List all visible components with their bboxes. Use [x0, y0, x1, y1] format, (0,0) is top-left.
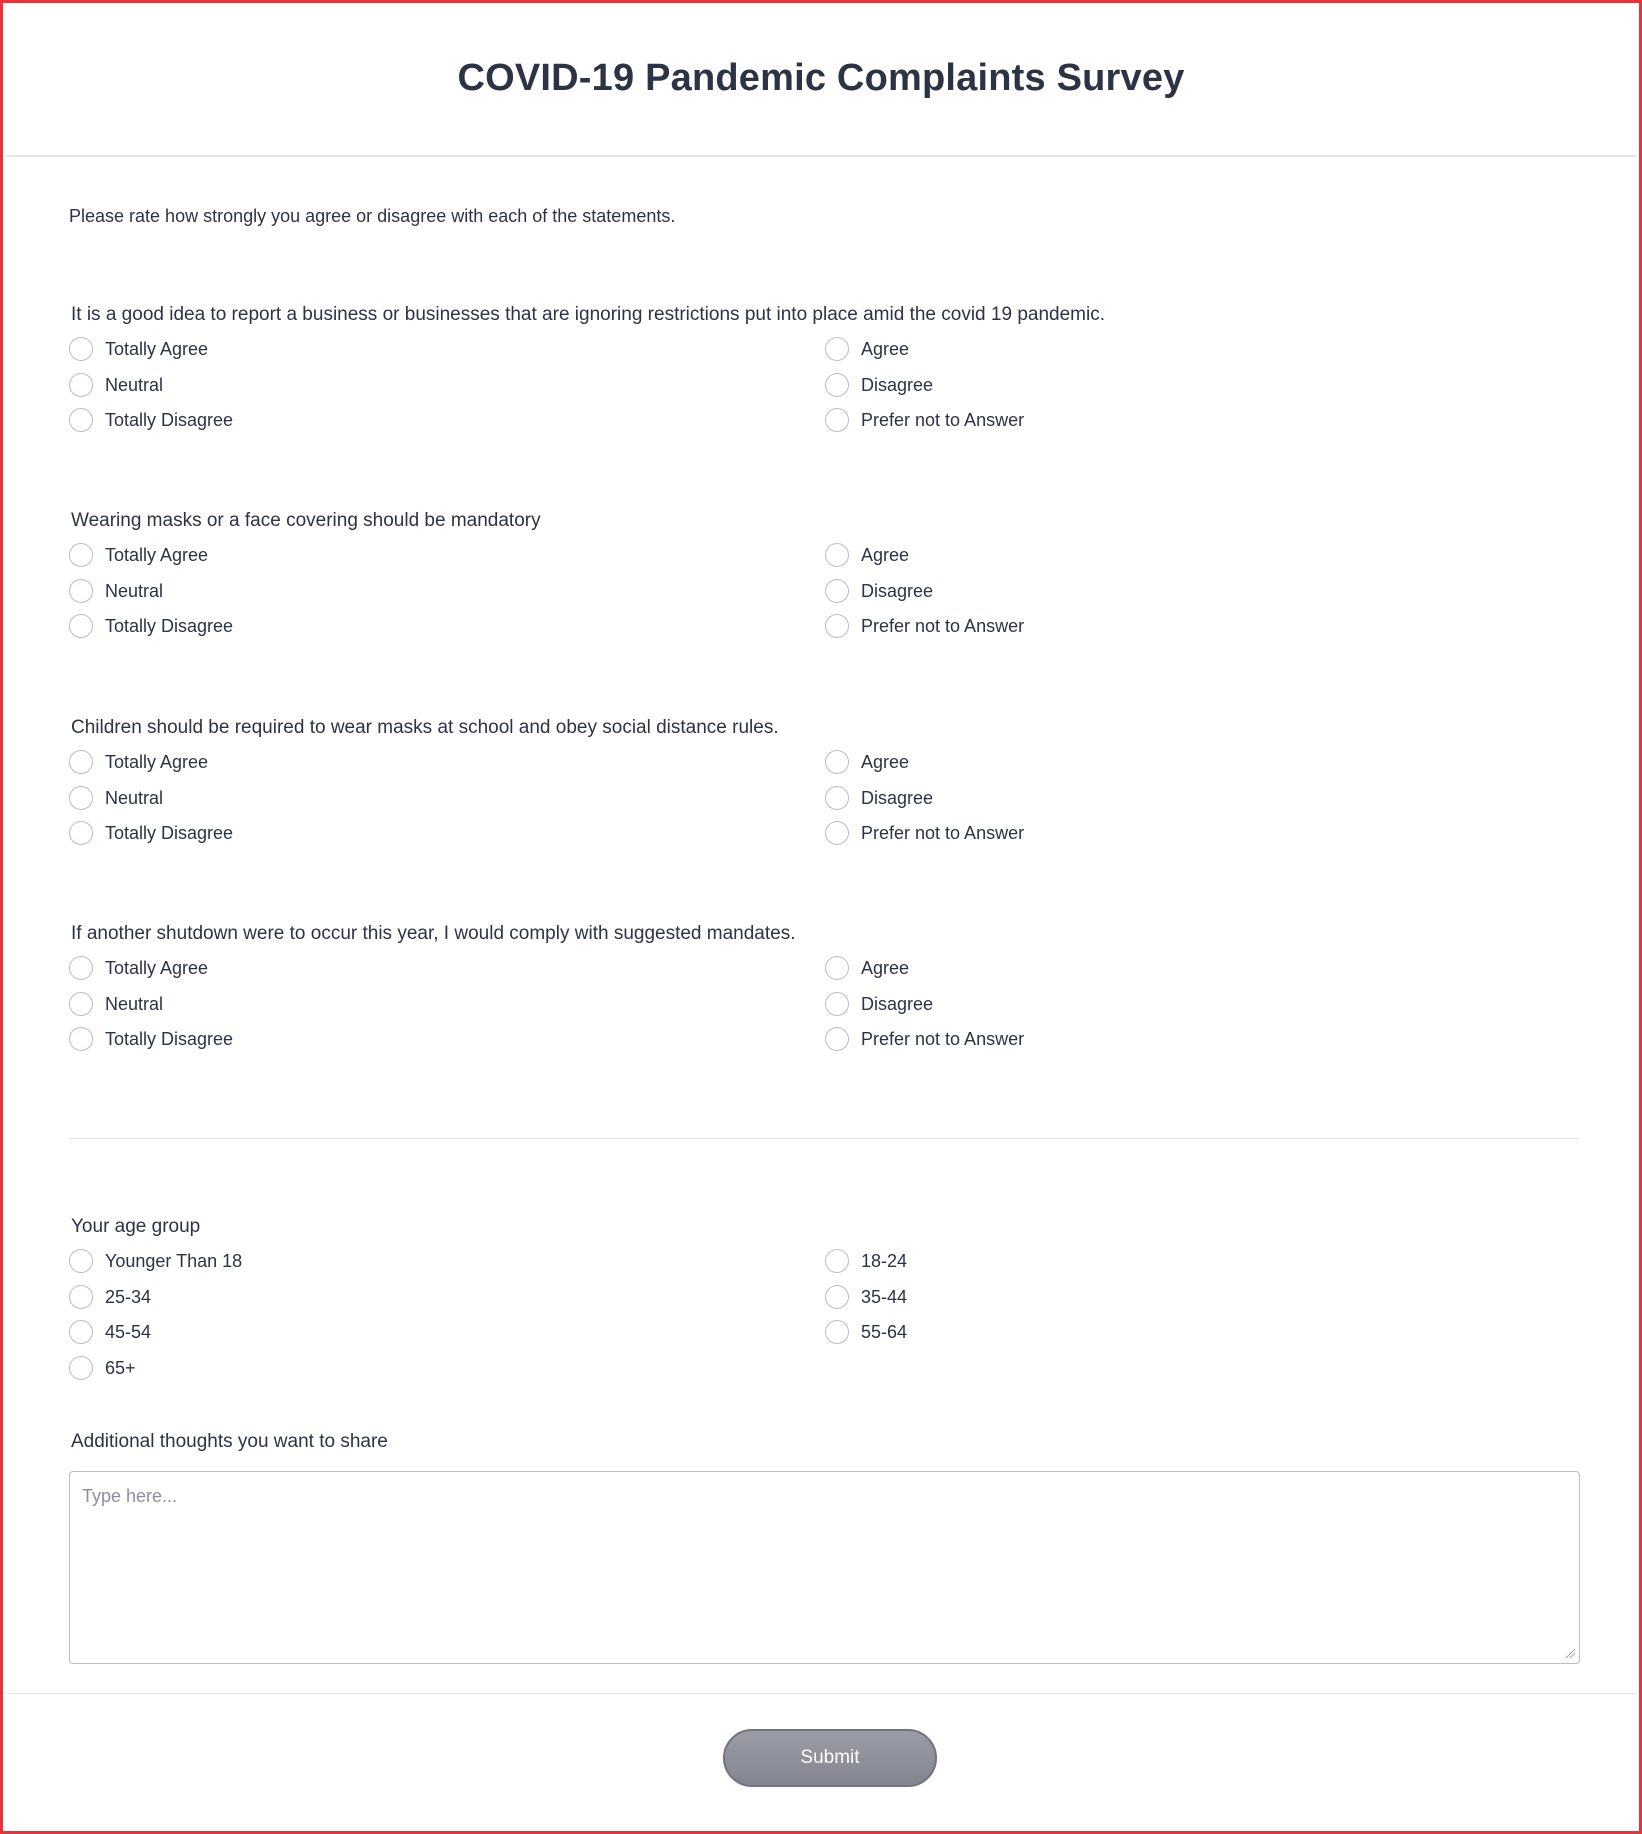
radio-button[interactable]	[69, 373, 93, 397]
radio-button[interactable]	[69, 750, 93, 774]
radio-option[interactable]	[69, 785, 163, 811]
radio-option[interactable]	[825, 991, 933, 1017]
radio-option-label: Totally Disagree	[105, 409, 234, 430]
radio-option-label: Neutral	[105, 993, 164, 1014]
rating-question-1	[69, 303, 1579, 432]
radio-option[interactable]	[825, 820, 1024, 846]
radio-option-label: Disagree	[861, 374, 934, 395]
radio-button[interactable]	[69, 821, 93, 845]
radio-button[interactable]	[69, 579, 93, 603]
radio-option-label: Totally Agree	[105, 751, 209, 772]
radio-option[interactable]	[825, 407, 1024, 433]
radio-option-label: 18-24	[861, 1250, 908, 1271]
radio-option-label: 45-54	[105, 1321, 152, 1342]
radio-option[interactable]	[69, 820, 233, 846]
radio-option-label: Agree	[861, 751, 910, 772]
radio-option[interactable]	[825, 542, 909, 568]
radio-button[interactable]	[69, 1027, 93, 1051]
radio-option[interactable]	[825, 1248, 907, 1274]
radio-button[interactable]	[69, 956, 93, 980]
radio-option[interactable]	[825, 372, 933, 398]
radio-option[interactable]	[825, 749, 909, 775]
radio-option[interactable]	[69, 542, 208, 568]
radio-option-label: Prefer not to Answer	[861, 1028, 1025, 1049]
footer-divider	[6, 1693, 1636, 1694]
radio-option[interactable]	[69, 372, 163, 398]
radio-option-label: Totally Agree	[105, 338, 209, 359]
section-divider	[69, 1138, 1579, 1139]
intro-text: Please rate how strongly you agree or disagree with each of the statements.	[69, 206, 676, 226]
radio-button[interactable]	[69, 337, 93, 361]
radio-option[interactable]	[69, 613, 233, 639]
radio-button[interactable]	[825, 1249, 849, 1273]
rating-question-3	[69, 716, 1579, 845]
radio-option-label: Agree	[861, 544, 910, 565]
radio-button[interactable]	[69, 1285, 93, 1309]
question-label: Children should be required to wear masks at school and obey social distance rules.	[71, 717, 779, 738]
radio-button[interactable]	[825, 992, 849, 1016]
radio-option-label: Agree	[861, 338, 910, 359]
question-label: Wearing masks or a face covering should be mandatory	[71, 510, 541, 531]
radio-button[interactable]	[825, 956, 849, 980]
resize-grip-icon[interactable]	[1565, 1648, 1576, 1659]
radio-option-label: Totally Disagree	[105, 822, 234, 843]
radio-button[interactable]	[69, 786, 93, 810]
radio-option[interactable]	[69, 749, 208, 775]
radio-button[interactable]	[825, 1027, 849, 1051]
rating-options	[69, 955, 1579, 1051]
radio-button[interactable]	[69, 1356, 93, 1380]
radio-button[interactable]	[69, 543, 93, 567]
radio-option-label: Totally Disagree	[105, 1028, 234, 1049]
radio-option[interactable]	[825, 613, 1024, 639]
radio-option-label: Younger Than 18	[105, 1250, 243, 1271]
radio-option-label: Totally Agree	[105, 544, 209, 565]
rating-options	[69, 542, 1579, 638]
rating-options	[69, 749, 1579, 845]
radio-option-label: Neutral	[105, 787, 164, 808]
page-title: COVID-19 Pandemic Complaints Survey	[457, 57, 1185, 99]
submit-button[interactable]: Submit	[723, 1729, 937, 1787]
radio-button[interactable]	[825, 786, 849, 810]
radio-option-label: 65+	[105, 1357, 136, 1378]
radio-option-label: Totally Agree	[105, 957, 209, 978]
radio-option-label: Neutral	[105, 580, 164, 601]
rating-question-4	[69, 922, 1579, 1051]
radio-option[interactable]	[69, 1355, 136, 1381]
radio-option[interactable]	[69, 1026, 233, 1052]
radio-option[interactable]	[69, 955, 208, 981]
question-label: It is a good idea to report a business or businesses that are ignoring restrictions put into place amid the covid 19 pandemic.	[71, 304, 1105, 325]
age-question-label: Your age group	[71, 1216, 201, 1237]
rating-options	[69, 336, 1579, 432]
radio-option-label: Prefer not to Answer	[861, 409, 1025, 430]
radio-option[interactable]	[825, 1284, 907, 1310]
radio-option-label: Disagree	[861, 787, 934, 808]
radio-option[interactable]	[69, 1319, 151, 1345]
radio-button[interactable]	[825, 408, 849, 432]
radio-option-label: 25-34	[105, 1286, 152, 1307]
radio-option-label: 35-44	[861, 1286, 908, 1307]
radio-button[interactable]	[825, 1320, 849, 1344]
form-header	[6, 6, 1636, 157]
radio-option-label: Prefer not to Answer	[861, 615, 1025, 636]
rating-question-2	[69, 509, 1579, 638]
radio-button[interactable]	[825, 579, 849, 603]
radio-option-label: Totally Disagree	[105, 615, 234, 636]
radio-option[interactable]	[825, 1319, 907, 1345]
thoughts-label: Additional thoughts you want to share	[71, 1431, 388, 1452]
radio-option-label: Neutral	[105, 374, 164, 395]
radio-button[interactable]	[825, 1285, 849, 1309]
radio-option[interactable]	[825, 578, 933, 604]
radio-button[interactable]	[825, 373, 849, 397]
age-options	[69, 1248, 1579, 1378]
radio-button[interactable]	[69, 1249, 93, 1273]
radio-option[interactable]	[825, 336, 909, 362]
thoughts-textarea[interactable]	[69, 1471, 1580, 1664]
radio-option[interactable]	[69, 407, 233, 433]
radio-button[interactable]	[825, 821, 849, 845]
question-label: If another shutdown were to occur this year, I would comply with suggested mandates.	[71, 923, 796, 944]
radio-option[interactable]	[825, 955, 909, 981]
radio-option[interactable]	[69, 1248, 242, 1274]
age-question	[69, 1215, 1579, 1378]
radio-button[interactable]	[69, 408, 93, 432]
radio-option-label: 55-64	[861, 1321, 908, 1342]
radio-option[interactable]	[825, 1026, 1024, 1052]
radio-button[interactable]	[69, 614, 93, 638]
radio-option-label: Agree	[861, 957, 910, 978]
radio-option[interactable]	[69, 336, 208, 362]
radio-button[interactable]	[825, 750, 849, 774]
radio-option[interactable]	[69, 578, 163, 604]
radio-option[interactable]	[69, 991, 163, 1017]
radio-button[interactable]	[825, 614, 849, 638]
radio-button[interactable]	[825, 543, 849, 567]
radio-option-label: Prefer not to Answer	[861, 822, 1025, 843]
radio-button[interactable]	[69, 992, 93, 1016]
radio-option-label: Disagree	[861, 993, 934, 1014]
radio-option[interactable]	[825, 785, 933, 811]
radio-button[interactable]	[69, 1320, 93, 1344]
radio-button[interactable]	[825, 337, 849, 361]
radio-option[interactable]	[69, 1284, 151, 1310]
radio-option-label: Disagree	[861, 580, 934, 601]
